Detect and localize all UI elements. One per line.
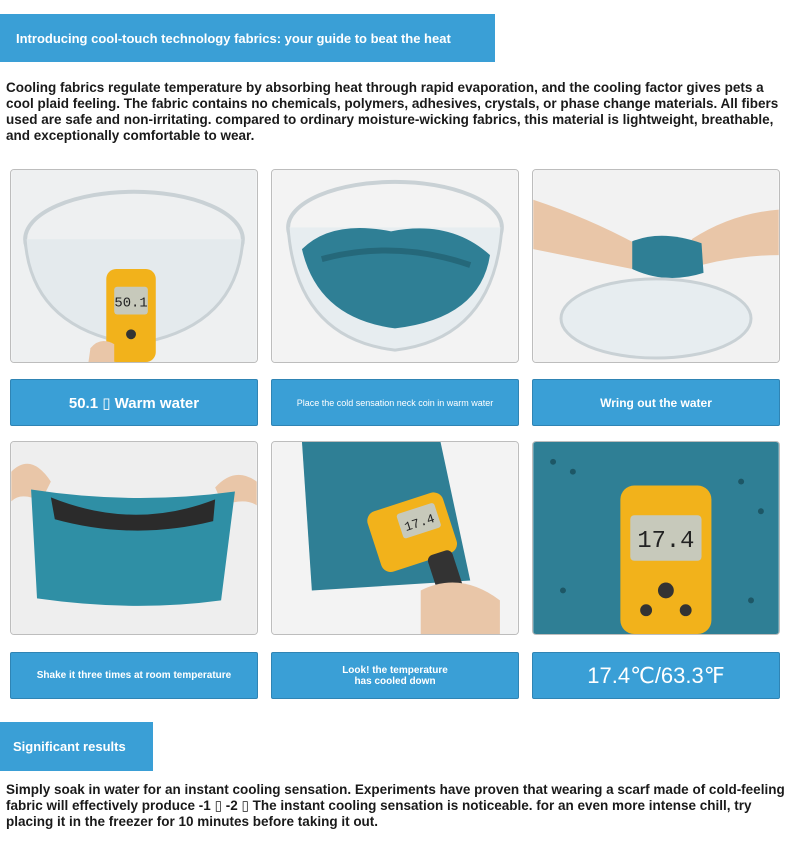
caption-wring-text: Wring out the water [600,395,712,410]
svg-text:50.1: 50.1 [114,295,148,312]
hands-wringing-icon [533,170,779,362]
intro-banner [0,14,495,62]
caption-temperature-text: 17.4℃/63.3℉ [587,662,725,688]
caption-cooled-down-text: Look! the temperature has cooled down [342,664,448,687]
thermometer-in-bowl-icon [11,170,257,362]
thermometer-closeup-icon [533,442,779,634]
photo-fabric-in-bowl [271,169,519,363]
caption-warm-water-text: 50.1 ▯ Warm water [68,394,200,412]
intro-paragraph: Cooling fabrics regulate temperature by absorbing heat through rapid evaporation, and the cooling factor gives pets a cool plaid feeling. The fabric contains no chemicals, polymers, adhesives, crystals, or phase change materials. All fibers used are safe and non-irritating. compared to ordinary moisture-wicking fabrics, this material is lightweight, breathable, and exceptionally comfortable to wear. [6,80,779,143]
photo-wringing [532,169,780,363]
fabric-in-bowl-icon [272,170,518,362]
caption-place-in-water [271,379,519,426]
caption-shake [10,652,258,699]
results-banner [0,722,153,771]
caption-cooled-down [271,652,519,699]
photo-thermometer-closeup [532,441,780,635]
photo-measuring [271,441,519,635]
caption-temperature [532,652,780,699]
caption-wring [532,379,780,426]
caption-shake-text: Shake it three times at room temperature [36,670,232,681]
hands-holding-fabric-icon [11,442,257,634]
caption-warm-water [10,379,258,426]
caption-place-in-water-text: Place the cold sensation neck coin in warm water [296,397,494,408]
thermometer-on-fabric-icon [272,442,518,634]
photo-shaking [10,441,258,635]
svg-text:17.4: 17.4 [637,527,695,555]
results-banner-title: Significant results [13,739,126,754]
svg-text:17.4: 17.4 [402,511,437,535]
results-paragraph: Simply soak in water for an instant cooling sensation. Experiments have proven that wearing a scarf made of cold-feeling fabric will effectively produce -1 ▯ -2 ▯ The instant cooling sensation is noticeable. for an even more intense chill, try placing it in the freezer for 10 minutes before taking it out. [6,782,785,829]
intro-banner-title: Introducing cool-touch technology fabrics: your guide to beat the heat [16,30,451,46]
photo-thermometer-bowl [10,169,258,363]
